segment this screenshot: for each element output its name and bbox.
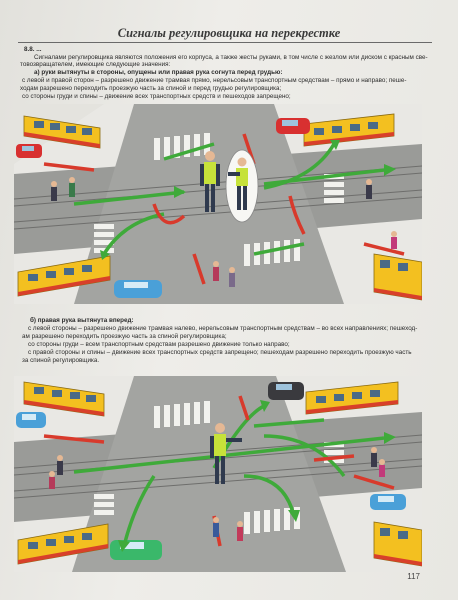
tram-icon	[374, 522, 422, 566]
intersection-illustration-a	[14, 104, 422, 304]
intro-line-1: Сигналами регулировщика являются положения его корпуса, а также жесты руками, в том числе с жезлом или диском с красным све-	[34, 54, 428, 61]
car-icon	[276, 118, 310, 134]
signal-a-line-2: ходам разрешено переходить проезжую часть за спиной и перед грудью регулировщика;	[20, 85, 282, 92]
signal-b-line-5: за спиной регулировщика.	[22, 357, 100, 364]
pedestrian-icon	[213, 261, 219, 281]
intro-line-2: товозвращателем, имеющие следующие значения:	[20, 61, 171, 68]
signal-a-heading: а) руки вытянуты в стороны, опущены или правая рука согнута перед грудью:	[34, 69, 283, 76]
section-number: 8.8. ...	[24, 46, 42, 53]
pedestrian-icon	[51, 181, 57, 201]
pedestrian-icon	[57, 455, 63, 475]
car-icon	[114, 280, 162, 298]
pedestrian-icon	[213, 517, 219, 537]
car-icon	[268, 382, 304, 400]
signal-a-line-3: со стороны груди и спины – движение всех транспортных средств и пешеходов запрещено;	[22, 93, 291, 100]
title-divider	[18, 42, 432, 43]
pedestrian-icon	[391, 231, 397, 249]
car-icon	[370, 494, 406, 510]
car-icon	[16, 144, 42, 158]
car-icon	[110, 540, 162, 560]
pedestrian-icon	[229, 267, 235, 287]
tram-icon	[374, 254, 422, 300]
signal-a-line-1: с левой и правой сторон – разрешено движение трамвая прямо, нерельсовым транспортным средствам – прямо и направо; пеше-	[22, 77, 407, 84]
intersection-illustration-b	[14, 376, 422, 572]
pedestrian-icon	[69, 177, 75, 197]
signal-b-line-1: с левой стороны – разрешено движение трамвая налево, нерельсовым транспортным средствам – во всех направлениях; пешеход-	[28, 325, 418, 332]
signal-b-line-2: ам разрешено переходить проезжую часть за спиной регулировщика;	[22, 333, 227, 340]
pedestrian-icon	[366, 179, 372, 199]
car-icon	[16, 412, 46, 428]
pedestrian-icon	[379, 459, 385, 477]
signal-b-heading: б) правая рука вытянута вперед:	[30, 317, 134, 324]
pedestrian-icon	[49, 471, 55, 489]
page-number: 117	[407, 572, 420, 581]
signal-b-line-3: со стороны груди – всем транспортным средствам разрешено движение только направо;	[28, 341, 290, 348]
pedestrian-icon	[237, 521, 243, 541]
pedestrian-icon	[371, 447, 377, 467]
page-title: Сигналы регулировщика на перекрестке	[117, 26, 341, 40]
signal-b-line-4: с правой стороны и спины – движение всех транспортных средств запрещено; пешеходам разрешено переходить проезжую часть	[28, 349, 412, 356]
